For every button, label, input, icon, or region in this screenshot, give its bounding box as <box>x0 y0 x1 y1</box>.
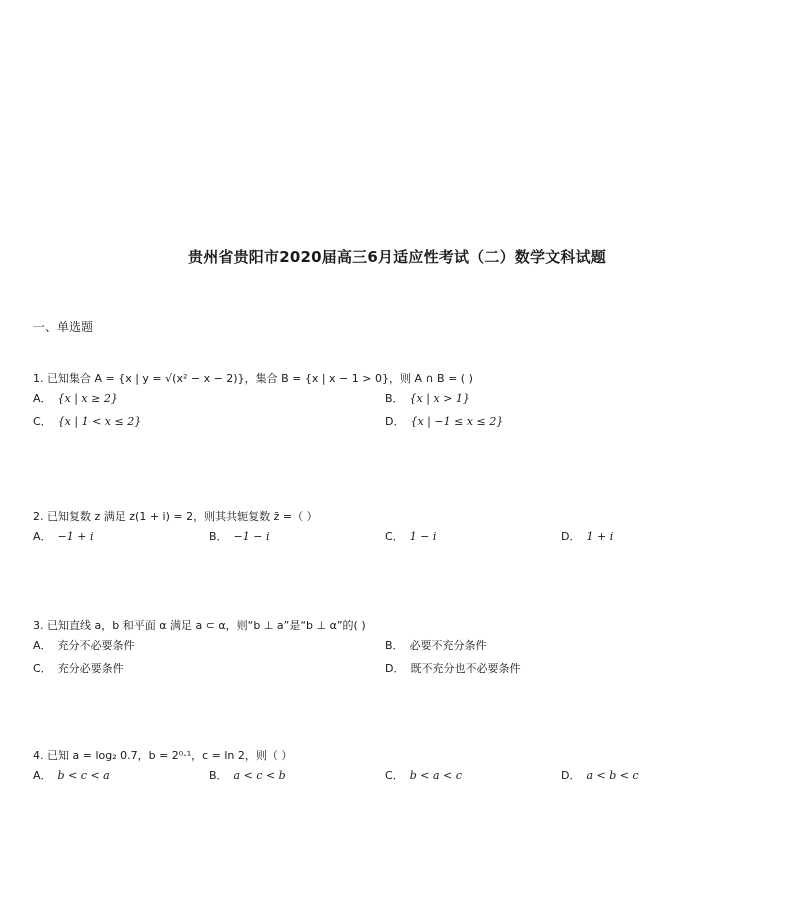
option-text: 充分不必要条件 <box>57 639 135 652</box>
question-4 <box>33 748 773 791</box>
option-text: a < b < c <box>586 769 639 782</box>
option-label: D． <box>385 662 405 675</box>
option-b <box>385 391 470 407</box>
question-stem: 1. 已知集合 A = {x | y = √(x² − x − 2)}，集合 B = {x | x − 1 > 0}，则 A ∩ B = ( ) <box>33 372 473 385</box>
option-b <box>209 529 270 545</box>
option-label: D． <box>561 769 581 782</box>
option-label: B． <box>209 530 228 543</box>
option-text: 充分必要条件 <box>57 662 124 675</box>
option-text: {x | −1 ≤ x ≤ 2} <box>410 415 504 428</box>
option-c <box>33 661 124 677</box>
option-label: D． <box>385 415 405 428</box>
option-text: a < c < b <box>233 769 286 782</box>
option-a <box>33 768 110 784</box>
option-a <box>33 391 118 407</box>
question-stem: 2. 已知复数 z 满足 z(1 + i) = 2，则其共轭复数 z̄ =（ ） <box>33 510 318 523</box>
question-2 <box>33 509 773 552</box>
option-label: A． <box>33 769 52 782</box>
option-label: A． <box>33 392 52 405</box>
question-stem: 3. 已知直线 a，b 和平面 α 满足 a ⊂ α，则“b ⊥ a”是“b ⊥ α”的( ) <box>33 619 366 632</box>
option-text: 1 + i <box>586 530 614 543</box>
options <box>33 638 773 684</box>
question-1 <box>33 371 773 437</box>
option-text: {x | 1 < x ≤ 2} <box>57 415 142 428</box>
option-text: −1 − i <box>233 530 270 543</box>
option-a <box>33 638 135 654</box>
question-stem: 4. 已知 a = log₂ 0.7，b = 2⁰·¹，c = ln 2，则（ ） <box>33 749 293 762</box>
options <box>33 391 773 437</box>
question-3 <box>33 618 773 684</box>
option-label: B． <box>209 769 228 782</box>
option-d <box>561 768 639 784</box>
option-text: b < a < c <box>409 769 462 782</box>
option-label: C． <box>33 415 52 428</box>
option-label: C． <box>385 530 404 543</box>
option-text: 必要不充分条件 <box>409 639 487 652</box>
option-label: C． <box>33 662 52 675</box>
options <box>33 768 773 791</box>
option-c <box>33 414 141 430</box>
option-c <box>385 768 462 784</box>
option-d <box>385 661 520 677</box>
section-heading: 一、单选题 <box>33 320 94 334</box>
option-d <box>385 414 503 430</box>
option-label: B． <box>385 639 404 652</box>
option-d <box>561 529 613 545</box>
option-b <box>209 768 286 784</box>
page-title: 贵州省贵阳市2020届高三6月适应性考试（二）数学文科试题 <box>188 248 606 266</box>
option-text: 1 − i <box>409 530 437 543</box>
option-a <box>33 529 93 545</box>
option-text: −1 + i <box>57 530 94 543</box>
option-label: D． <box>561 530 581 543</box>
option-label: A． <box>33 530 52 543</box>
option-text: {x | x ≥ 2} <box>57 392 118 405</box>
option-text: b < c < a <box>57 769 110 782</box>
option-label: C． <box>385 769 404 782</box>
options <box>33 529 773 552</box>
option-label: B． <box>385 392 404 405</box>
option-label: A． <box>33 639 52 652</box>
option-c <box>385 529 436 545</box>
option-text: 既不充分也不必要条件 <box>410 662 521 675</box>
option-b <box>385 638 487 654</box>
option-text: {x | x > 1} <box>409 392 470 405</box>
